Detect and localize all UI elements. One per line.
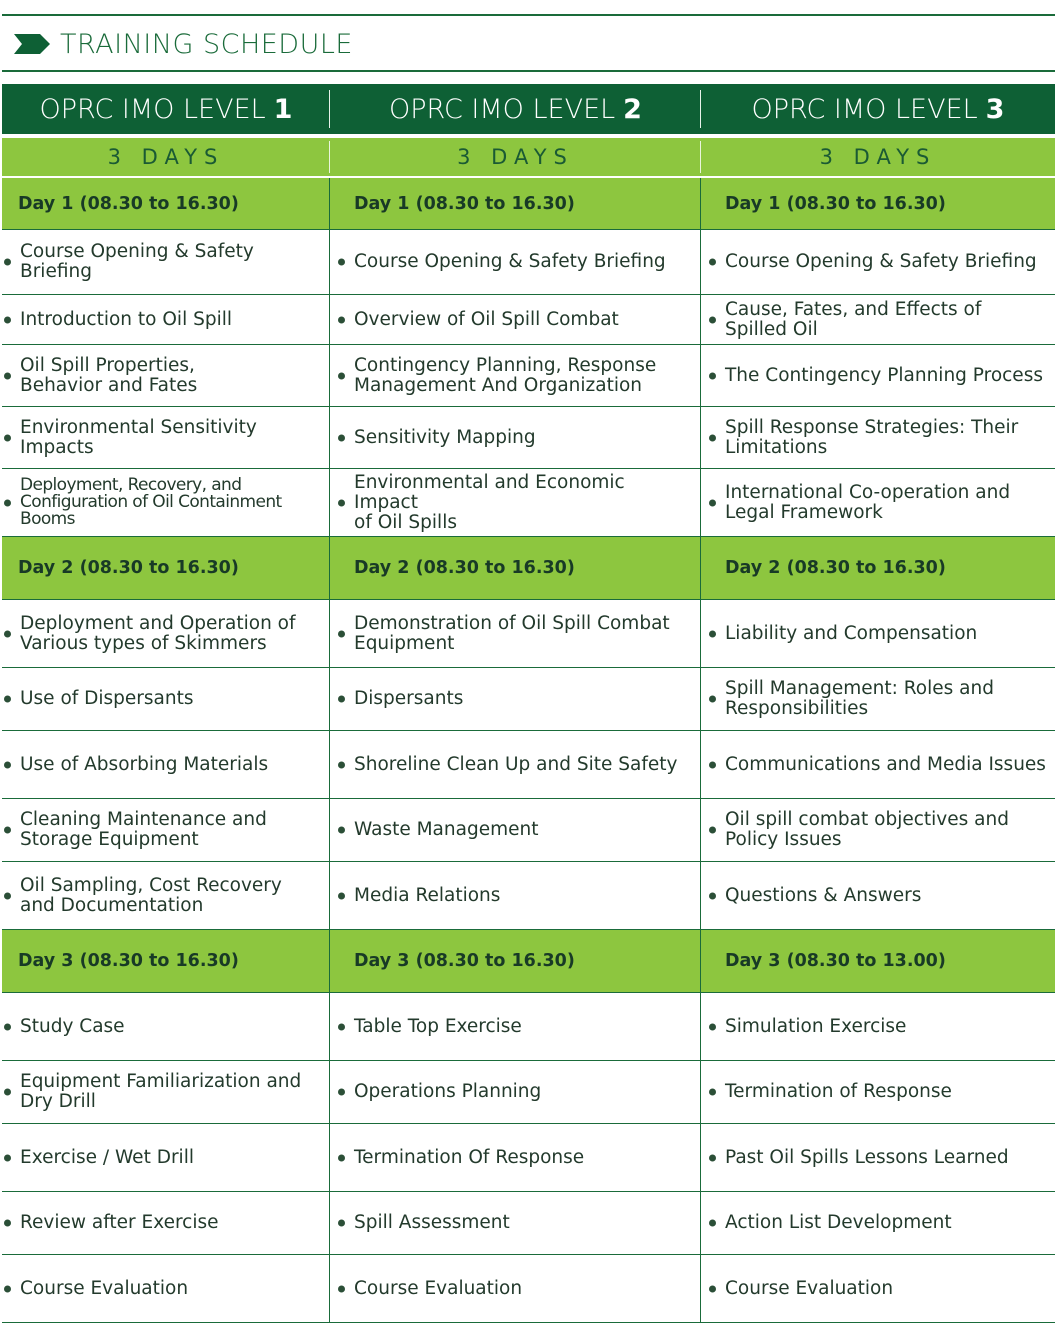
schedule-cell <box>330 1192 701 1254</box>
day-header-cell <box>2 178 330 229</box>
bullet-icon <box>4 892 11 899</box>
day-header-row <box>2 930 1055 993</box>
duration-label: 3 DAYS <box>457 145 574 169</box>
session-label: Use of Dispersants <box>20 688 194 709</box>
bullet-icon <box>338 1089 345 1096</box>
bullet-icon <box>338 434 345 441</box>
duration-level-1 <box>2 138 330 176</box>
table-row <box>2 469 1055 537</box>
bullet-icon <box>709 1089 716 1096</box>
level-number: 2 <box>623 93 642 125</box>
bullet-icon <box>338 372 345 379</box>
bullet-icon <box>709 761 716 768</box>
duration-row <box>2 138 1055 176</box>
table-row <box>2 799 1055 862</box>
session-label: Spill Response Strategies: Their Limitations <box>725 416 1019 458</box>
session-label: Equipment Familiarization and Dry Drill <box>20 1071 302 1112</box>
schedule-cell <box>2 668 330 730</box>
level-3-header <box>701 84 1055 134</box>
table-row <box>2 1061 1055 1124</box>
session-label: Questions & Answers <box>725 884 922 906</box>
day-label: Day 3 (08.30 to 16.30) <box>354 951 575 971</box>
schedule-cell <box>2 600 330 667</box>
schedule-cell <box>701 1061 1055 1123</box>
bullet-icon <box>4 761 11 768</box>
day-label: Day 1 (08.30 to 16.30) <box>725 193 946 214</box>
bullet-icon <box>709 499 716 506</box>
bullet-icon <box>338 316 345 323</box>
session-label: Termination Of Response <box>354 1146 585 1168</box>
session-label: Course Opening & Safety Briefing <box>354 251 666 272</box>
schedule-cell <box>701 295 1055 344</box>
bullet-icon <box>4 1154 11 1161</box>
duration-level-2 <box>330 138 701 176</box>
level-header-row <box>2 84 1055 134</box>
day-label: Day 2 (08.30 to 16.30) <box>354 558 575 578</box>
schedule-cell <box>2 469 330 536</box>
day-label: Day 1 (08.30 to 16.30) <box>354 193 575 214</box>
bullet-icon <box>4 372 11 379</box>
day-header-cell <box>2 930 330 992</box>
session-label: Table Top Exercise <box>354 1015 522 1037</box>
page-title: TRAINING SCHEDULE <box>60 28 353 60</box>
session-label: Sensitivity Mapping <box>354 426 536 448</box>
schedule-cell <box>330 1255 701 1322</box>
schedule-cell <box>701 668 1055 730</box>
bullet-icon <box>709 1285 716 1292</box>
schedule-cell <box>701 862 1055 929</box>
schedule-cell <box>701 230 1055 294</box>
session-label: Environmental Sensitivity Impacts <box>20 416 257 458</box>
session-label: Course Opening & Safety Briefing <box>725 251 1037 272</box>
day-label: Day 1 (08.30 to 16.30) <box>18 193 239 214</box>
bullet-icon <box>4 1220 11 1227</box>
session-label: The Contingency Planning Process <box>725 364 1043 386</box>
bullet-icon <box>709 892 716 899</box>
day-header-cell <box>330 537 701 599</box>
day-label: Day 3 (08.30 to 16.30) <box>18 951 239 971</box>
bullet-icon <box>338 1023 345 1030</box>
schedule-cell <box>701 345 1055 406</box>
session-label: Study Case <box>20 1015 125 1037</box>
schedule-cell <box>2 862 330 929</box>
schedule-cell <box>330 230 701 294</box>
table-row <box>2 1124 1055 1192</box>
session-label: Course Evaluation <box>20 1277 189 1299</box>
session-label: Action List Development <box>725 1212 952 1233</box>
table-row <box>2 600 1055 668</box>
session-label: Communications and Media Issues <box>725 753 1046 775</box>
table-row <box>2 993 1055 1061</box>
day-label: Day 2 (08.30 to 16.30) <box>18 558 239 578</box>
bullet-icon <box>709 259 716 266</box>
schedule-cell <box>701 1124 1055 1191</box>
bullet-icon <box>4 827 11 834</box>
schedule-cell <box>2 1124 330 1191</box>
bullet-icon <box>338 499 345 506</box>
session-label: Spill Assessment <box>354 1212 510 1233</box>
bullet-icon <box>338 1285 345 1292</box>
session-label: Demonstration of Oil Spill Combat Equipment <box>354 612 670 654</box>
session-label: Waste Management <box>354 819 539 840</box>
schedule-cell <box>330 993 701 1060</box>
session-label: Course Evaluation <box>354 1277 523 1299</box>
schedule-cell <box>330 731 701 798</box>
day-header-cell <box>701 178 1055 229</box>
schedule-cell <box>330 862 701 929</box>
session-label: Past Oil Spills Lessons Learned <box>725 1146 1009 1168</box>
bullet-icon <box>4 259 11 266</box>
day-header-cell <box>701 537 1055 599</box>
session-label: Oil Sampling, Cost Recovery and Documentation <box>20 874 282 916</box>
schedule-cell <box>2 407 330 468</box>
session-label: Review after Exercise <box>20 1212 219 1233</box>
day-header-cell <box>330 178 701 229</box>
level-label: OPRC IMO LEVEL <box>389 93 616 125</box>
schedule-cell <box>701 731 1055 798</box>
schedule-cell <box>701 1192 1055 1254</box>
title-divider <box>2 70 1055 72</box>
bullet-icon <box>4 316 11 323</box>
session-label: Contingency Planning, Response Management And Organization <box>354 354 657 396</box>
schedule-cell <box>2 345 330 406</box>
bullet-icon <box>338 1154 345 1161</box>
session-label: Overview of Oil Spill Combat <box>354 308 619 330</box>
bullet-icon <box>4 1285 11 1292</box>
session-label: Media Relations <box>354 884 501 906</box>
session-label: Spill Management: Roles and Responsibilities <box>725 678 994 719</box>
bullet-icon <box>338 630 345 637</box>
day-label: Day 2 (08.30 to 16.30) <box>725 558 946 578</box>
schedule-cell <box>701 1255 1055 1322</box>
bullet-icon <box>709 827 716 834</box>
level-1-header <box>2 84 330 134</box>
schedule-cell <box>330 600 701 667</box>
session-label: Simulation Exercise <box>725 1015 907 1037</box>
level-2-header <box>330 84 701 134</box>
table-row <box>2 1255 1055 1323</box>
schedule-cell <box>2 799 330 861</box>
day-label: Day 3 (08.30 to 13.00) <box>725 951 946 971</box>
session-label: Environmental and Economic Impact of Oil Spills <box>354 471 625 533</box>
table-row <box>2 668 1055 731</box>
level-number: 3 <box>985 93 1005 125</box>
day-header-row <box>2 178 1055 230</box>
session-label: International Co-operation and Legal Framework <box>725 481 1011 523</box>
schedule-cell <box>330 799 701 861</box>
session-label: Oil Spill Properties, Behavior and Fates <box>20 354 198 396</box>
level-number: 1 <box>273 93 293 125</box>
schedule-cell <box>330 1061 701 1123</box>
level-label: OPRC IMO LEVEL <box>39 93 266 125</box>
session-label: Dispersants <box>354 688 464 709</box>
bullet-icon <box>709 434 716 441</box>
bullet-icon <box>709 1154 716 1161</box>
table-row <box>2 1192 1055 1255</box>
session-label: Cause, Fates, and Effects of Spilled Oil <box>725 298 982 340</box>
schedule-cell <box>701 469 1055 536</box>
bullet-icon <box>4 499 11 506</box>
session-label: Shoreline Clean Up and Site Safety <box>354 753 678 775</box>
session-label: Termination of Response <box>725 1081 952 1102</box>
schedule-cell <box>330 345 701 406</box>
bullet-icon <box>709 1023 716 1030</box>
bullet-icon <box>338 1220 345 1227</box>
session-label: Course Opening & Safety Briefing <box>20 241 254 282</box>
session-label: Course Evaluation <box>725 1277 894 1299</box>
bullet-icon <box>709 1220 716 1227</box>
bullet-icon <box>338 827 345 834</box>
bullet-icon <box>4 1023 11 1030</box>
schedule-cell <box>701 407 1055 468</box>
session-label: Exercise / Wet Drill <box>20 1146 194 1168</box>
session-label: Introduction to Oil Spill <box>20 308 232 330</box>
bullet-icon <box>709 372 716 379</box>
table-row <box>2 731 1055 799</box>
schedule-cell <box>2 731 330 798</box>
schedule-cell <box>330 1124 701 1191</box>
session-label: Liability and Compensation <box>725 622 978 644</box>
bullet-icon <box>338 696 345 703</box>
table-row <box>2 407 1055 469</box>
duration-label: 3 DAYS <box>819 145 937 169</box>
schedule-cell <box>701 799 1055 861</box>
session-label: Deployment and Operation of Various types of Skimmers <box>20 612 296 654</box>
session-label: Deployment, Recovery, and Configuration of Oil Containment Booms <box>20 475 282 529</box>
title-bar <box>0 16 1057 72</box>
duration-label: 3 DAYS <box>107 145 225 169</box>
bullet-icon <box>338 761 345 768</box>
day-header-cell <box>2 537 330 599</box>
schedule-cell <box>2 993 330 1060</box>
schedule-cell <box>2 1061 330 1123</box>
session-label: Operations Planning <box>354 1081 542 1102</box>
schedule-cell <box>2 230 330 294</box>
table-row <box>2 295 1055 345</box>
schedule-cell <box>2 295 330 344</box>
duration-level-3 <box>701 138 1055 176</box>
session-label: Cleaning Maintenance and Storage Equipment <box>20 809 267 850</box>
bullet-icon <box>4 696 11 703</box>
schedule-cell <box>330 469 701 536</box>
level-label: OPRC IMO LEVEL <box>751 93 978 125</box>
bullet-icon <box>4 630 11 637</box>
chevron-arrow-icon <box>14 34 50 54</box>
bullet-icon <box>4 434 11 441</box>
schedule-cell <box>330 407 701 468</box>
bullet-icon <box>338 259 345 266</box>
session-label: Use of Absorbing Materials <box>20 753 269 775</box>
table-row <box>2 230 1055 295</box>
bullet-icon <box>709 696 716 703</box>
schedule-cell <box>330 295 701 344</box>
bullet-icon <box>709 630 716 637</box>
schedule-cell <box>2 1192 330 1254</box>
table-row <box>2 862 1055 930</box>
schedule-cell <box>701 993 1055 1060</box>
schedule-cell <box>701 600 1055 667</box>
bullet-icon <box>338 892 345 899</box>
schedule-cell <box>2 1255 330 1322</box>
table-row <box>2 345 1055 407</box>
day-header-row <box>2 537 1055 600</box>
bullet-icon <box>4 1089 11 1096</box>
schedule-table <box>2 178 1055 1323</box>
bullet-icon <box>709 316 716 323</box>
schedule-cell <box>330 668 701 730</box>
session-label: Oil spill combat objectives and Policy Issues <box>725 809 1009 850</box>
day-header-cell <box>701 930 1055 992</box>
day-header-cell <box>330 930 701 992</box>
